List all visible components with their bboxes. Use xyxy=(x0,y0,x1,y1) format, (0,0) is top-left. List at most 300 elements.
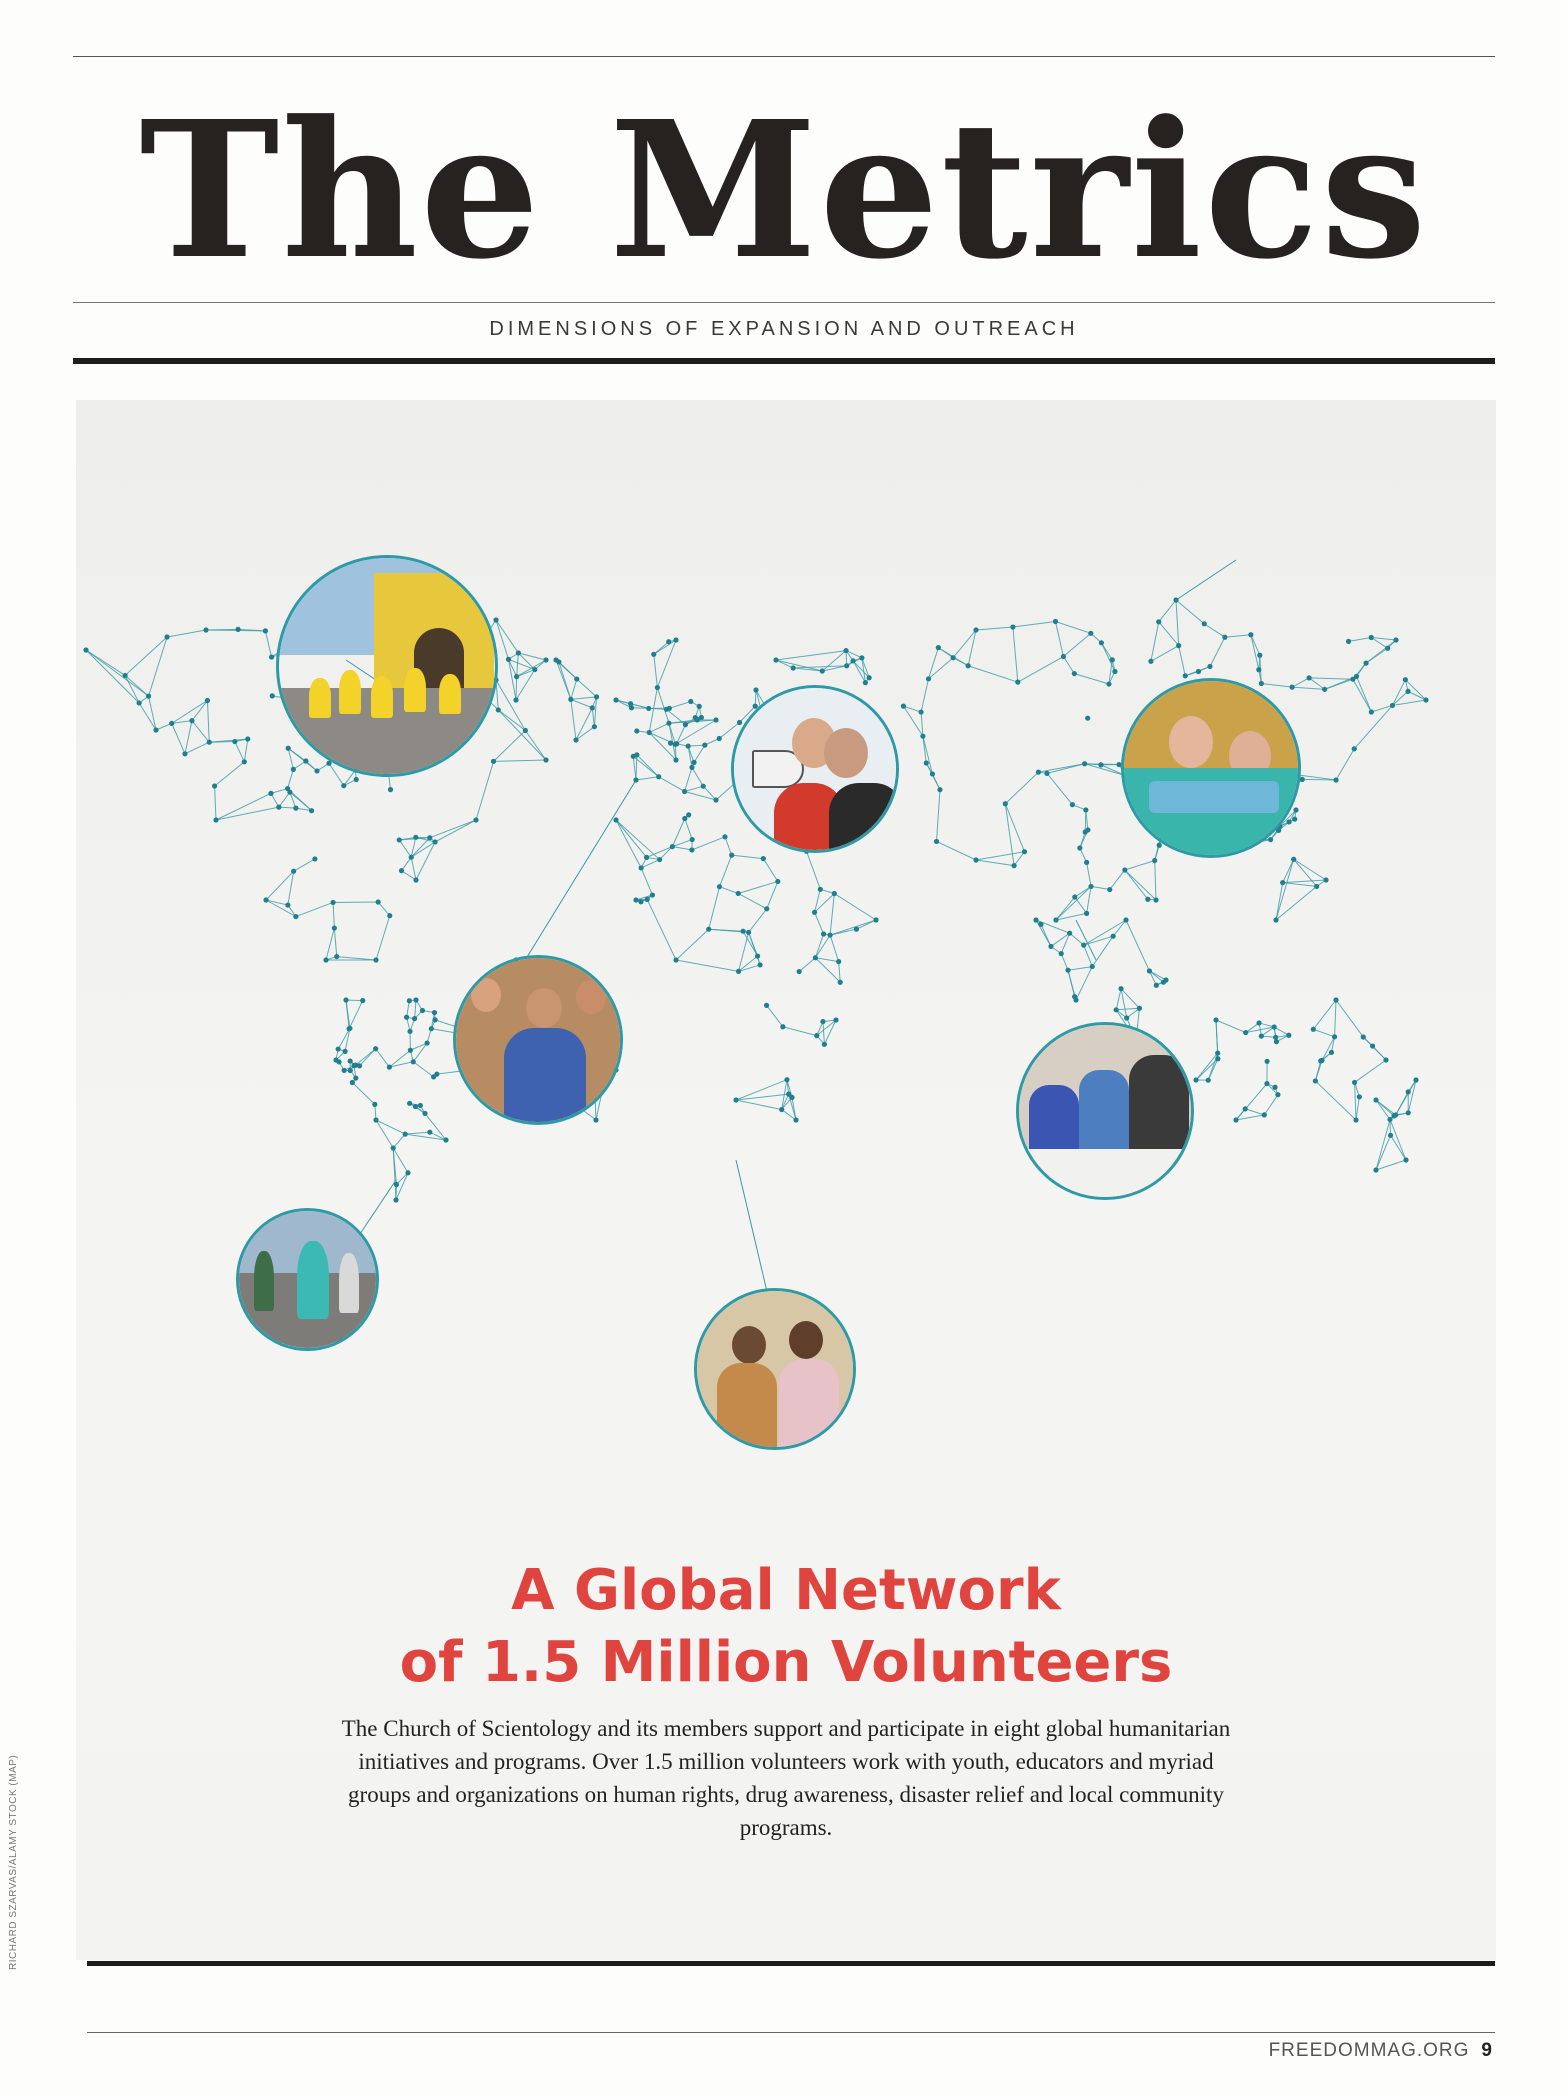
bottom-thick-rule xyxy=(87,1961,1495,1966)
network-link xyxy=(830,920,876,935)
network-node xyxy=(263,628,268,633)
network-link xyxy=(815,912,824,934)
network-node xyxy=(207,740,212,745)
network-node xyxy=(376,899,381,904)
network-link xyxy=(235,742,244,762)
network-link xyxy=(376,1049,390,1067)
network-link xyxy=(1325,679,1353,689)
network-node xyxy=(1118,986,1123,991)
network-link xyxy=(685,786,704,791)
network-link xyxy=(636,777,659,780)
network-link xyxy=(1005,772,1038,804)
network-node xyxy=(330,900,335,905)
network-node xyxy=(232,739,237,744)
network-link xyxy=(216,793,271,820)
network-node xyxy=(1107,887,1112,892)
page-number: 9 xyxy=(1481,2040,1493,2061)
network-link xyxy=(1075,897,1087,913)
network-node xyxy=(1259,1033,1264,1038)
network-node xyxy=(673,757,678,762)
network-link xyxy=(616,820,641,868)
network-node xyxy=(1273,1035,1278,1040)
network-node xyxy=(1215,1050,1220,1055)
network-node xyxy=(1322,687,1327,692)
network-node xyxy=(1286,1033,1291,1038)
network-link xyxy=(654,654,658,687)
network-link xyxy=(265,631,271,657)
network-node xyxy=(397,837,402,842)
network-node xyxy=(973,857,978,862)
network-node xyxy=(736,891,741,896)
network-node xyxy=(1084,911,1089,916)
network-node xyxy=(1264,1059,1269,1064)
network-link xyxy=(125,675,139,702)
network-link xyxy=(399,840,411,857)
network-link xyxy=(1336,749,1354,780)
network-link xyxy=(968,666,1018,682)
network-link xyxy=(266,900,296,917)
network-node xyxy=(350,1080,355,1085)
network-link xyxy=(1055,621,1090,633)
network-node xyxy=(574,676,579,681)
network-node xyxy=(427,1130,432,1135)
network-node xyxy=(422,1111,427,1116)
network-link xyxy=(576,727,594,740)
network-link xyxy=(976,860,1014,866)
network-link xyxy=(763,859,778,882)
network-link xyxy=(1116,989,1121,1010)
network-link xyxy=(1251,635,1259,670)
network-node xyxy=(1153,897,1158,902)
network-node xyxy=(784,1077,789,1082)
network-link xyxy=(839,962,841,983)
network-link xyxy=(571,699,592,707)
network-link xyxy=(830,929,856,935)
title-underline xyxy=(73,302,1495,303)
network-node xyxy=(412,1016,417,1021)
network-node xyxy=(689,847,694,852)
network-node xyxy=(740,929,745,934)
network-link xyxy=(1225,635,1251,638)
network-node xyxy=(702,743,707,748)
network-node xyxy=(1147,968,1152,973)
network-node xyxy=(733,1097,738,1102)
network-node xyxy=(543,757,548,762)
network-node xyxy=(405,1170,410,1175)
network-node xyxy=(336,1059,341,1064)
feature-headline xyxy=(76,1555,1496,1699)
network-link xyxy=(776,660,793,668)
network-link xyxy=(279,792,290,807)
network-node xyxy=(937,787,942,792)
network-node xyxy=(432,1010,437,1015)
footer-rule xyxy=(87,2032,1495,2033)
network-node xyxy=(1152,858,1157,863)
network-node xyxy=(334,954,339,959)
network-node xyxy=(434,1072,439,1077)
network-node xyxy=(666,639,671,644)
network-node xyxy=(83,647,88,652)
network-node xyxy=(346,1026,351,1031)
network-node xyxy=(1373,1167,1378,1172)
network-node xyxy=(1010,624,1015,629)
network-link xyxy=(936,841,976,860)
network-node xyxy=(729,853,734,858)
network-link xyxy=(738,881,778,893)
network-node xyxy=(1332,1034,1337,1039)
network-link xyxy=(616,820,660,860)
network-link xyxy=(494,730,526,761)
photo-circle-megaphone-activists xyxy=(731,685,899,853)
network-link xyxy=(1125,870,1156,900)
network-node xyxy=(146,694,151,699)
network-link xyxy=(1076,967,1092,1000)
network-node xyxy=(1353,1117,1358,1122)
network-node xyxy=(387,1065,392,1070)
network-link xyxy=(571,697,597,699)
network-node xyxy=(850,658,855,663)
network-node xyxy=(634,728,639,733)
network-node xyxy=(1257,653,1262,658)
network-node xyxy=(443,1137,448,1142)
network-node xyxy=(645,897,650,902)
network-node xyxy=(433,1017,438,1022)
network-node xyxy=(429,1026,434,1031)
page-footer xyxy=(1269,2040,1493,2062)
network-node xyxy=(523,728,528,733)
network-node xyxy=(1123,917,1128,922)
network-link xyxy=(1357,676,1372,712)
network-link xyxy=(799,958,815,972)
network-node xyxy=(1346,639,1351,644)
network-node xyxy=(1206,1078,1211,1083)
network-node xyxy=(689,765,694,770)
network-node xyxy=(722,834,727,839)
network-node xyxy=(1085,716,1090,721)
network-link xyxy=(576,708,592,740)
network-link xyxy=(815,935,830,958)
network-link xyxy=(430,820,476,838)
network-link xyxy=(415,1000,416,1019)
network-link xyxy=(976,852,1024,860)
photo-circle-women-with-signs xyxy=(1121,678,1301,858)
network-link xyxy=(498,710,525,731)
photo-circle-youth-signing-banner xyxy=(1016,1022,1194,1200)
network-link xyxy=(738,893,767,908)
network-link xyxy=(725,837,732,855)
network-node xyxy=(818,887,823,892)
network-node xyxy=(773,657,778,662)
network-node xyxy=(137,700,142,705)
network-node xyxy=(413,1104,418,1109)
network-node xyxy=(699,715,704,720)
footer-site-link[interactable]: FREEDOMMAG.ORG xyxy=(1268,2040,1470,2061)
network-node xyxy=(764,1003,769,1008)
network-node xyxy=(189,718,194,723)
network-node xyxy=(391,1145,396,1150)
network-node xyxy=(343,997,348,1002)
network-node xyxy=(670,844,675,849)
network-node xyxy=(832,891,837,896)
network-node xyxy=(822,1042,827,1047)
network-node xyxy=(1403,1157,1408,1162)
network-link xyxy=(637,755,659,777)
network-node xyxy=(543,657,548,662)
network-link xyxy=(817,1020,836,1036)
network-node xyxy=(973,627,978,632)
network-link xyxy=(647,847,673,858)
network-link xyxy=(1125,870,1148,899)
photo-circle-youth-gathering xyxy=(453,955,623,1125)
network-node xyxy=(1022,849,1027,854)
network-link xyxy=(767,1005,783,1026)
network-node xyxy=(686,812,691,817)
network-node xyxy=(373,957,378,962)
network-link xyxy=(1179,646,1186,676)
network-link xyxy=(641,868,652,895)
network-node xyxy=(594,694,599,699)
network-node xyxy=(1369,709,1374,714)
network-link xyxy=(672,847,692,850)
network-link xyxy=(1151,622,1159,661)
network-node xyxy=(789,1095,794,1100)
network-link xyxy=(1068,967,1092,971)
network-node xyxy=(1215,1056,1220,1061)
network-link xyxy=(215,786,216,820)
network-node xyxy=(693,715,698,720)
network-link xyxy=(435,820,476,842)
network-node xyxy=(926,676,931,681)
network-link xyxy=(517,653,519,677)
network-link xyxy=(1113,920,1126,936)
network-node xyxy=(1361,1034,1366,1039)
network-link xyxy=(685,818,692,839)
network-node xyxy=(323,957,328,962)
network-node xyxy=(413,997,418,1002)
network-node xyxy=(360,998,365,1003)
network-node xyxy=(1110,657,1115,662)
network-node xyxy=(1033,917,1038,922)
network-node xyxy=(1311,1027,1316,1032)
network-node xyxy=(1213,1017,1218,1022)
network-link xyxy=(266,900,288,905)
network-node xyxy=(1393,637,1398,642)
network-node xyxy=(1098,762,1103,767)
network-link xyxy=(86,650,149,696)
network-node xyxy=(573,737,578,742)
network-node xyxy=(628,701,633,706)
network-link xyxy=(1038,764,1084,772)
network-node xyxy=(1363,661,1368,666)
network-link xyxy=(923,736,926,763)
network-node xyxy=(270,693,275,698)
network-node xyxy=(779,1107,784,1112)
network-node xyxy=(293,914,298,919)
network-node xyxy=(276,805,281,810)
network-node xyxy=(1083,807,1088,812)
network-link xyxy=(1159,600,1176,622)
network-node xyxy=(746,930,751,935)
network-node xyxy=(613,817,618,822)
network-link xyxy=(921,712,923,736)
network-node xyxy=(1065,968,1070,973)
network-link xyxy=(1204,624,1225,637)
network-node xyxy=(516,650,521,655)
network-node xyxy=(407,1101,412,1106)
network-node xyxy=(1313,1078,1318,1083)
network-node xyxy=(291,869,296,874)
network-node xyxy=(153,727,158,732)
network-node xyxy=(775,879,780,884)
network-node xyxy=(1352,1080,1357,1085)
network-node xyxy=(1038,922,1043,927)
network-node xyxy=(1183,673,1188,678)
network-link xyxy=(1055,621,1063,656)
network-node xyxy=(123,673,128,678)
network-node xyxy=(673,637,678,642)
page-subtitle: DIMENSIONS OF EXPANSION AND OUTREACH xyxy=(489,318,1079,340)
network-link xyxy=(1013,621,1056,627)
network-link xyxy=(685,767,692,791)
network-node xyxy=(717,736,722,741)
header-thick-rule xyxy=(73,358,1495,364)
network-node xyxy=(394,1182,399,1187)
network-node xyxy=(755,953,760,958)
network-node xyxy=(1088,631,1093,636)
network-node xyxy=(844,663,849,668)
network-link xyxy=(1276,859,1294,920)
network-link xyxy=(1276,886,1317,920)
network-link xyxy=(244,739,247,762)
network-link xyxy=(669,702,690,709)
network-node xyxy=(336,1046,341,1051)
network-link xyxy=(649,723,669,732)
network-node xyxy=(1202,621,1207,626)
network-link xyxy=(830,935,839,962)
network-node xyxy=(568,697,573,702)
network-node xyxy=(930,771,935,776)
network-node xyxy=(1137,1006,1142,1011)
network-link xyxy=(271,789,288,794)
network-link xyxy=(296,902,333,916)
network-node xyxy=(833,1017,838,1022)
network-node xyxy=(1369,635,1374,640)
network-link xyxy=(376,916,390,960)
network-link xyxy=(1091,886,1110,889)
network-node xyxy=(506,657,511,662)
network-node xyxy=(348,1068,353,1073)
network-node xyxy=(1048,944,1053,949)
network-link xyxy=(1216,1020,1246,1033)
network-node xyxy=(532,667,537,672)
network-link xyxy=(654,642,669,655)
network-link xyxy=(333,902,334,928)
network-link xyxy=(709,887,720,930)
network-node xyxy=(1413,1077,1418,1082)
network-node xyxy=(650,892,655,897)
network-node xyxy=(820,1019,825,1024)
network-link xyxy=(1353,679,1371,712)
network-node xyxy=(644,855,649,860)
network-node xyxy=(1314,884,1319,889)
network-link xyxy=(936,790,939,842)
network-node xyxy=(263,897,268,902)
network-node xyxy=(966,663,971,668)
network-node xyxy=(427,835,432,840)
network-link xyxy=(209,742,235,743)
network-node xyxy=(706,927,711,932)
network-link xyxy=(1390,1119,1406,1160)
network-link xyxy=(349,1001,363,1029)
network-link xyxy=(1125,861,1155,870)
network-link xyxy=(1408,691,1426,700)
network-link xyxy=(647,899,676,960)
network-link xyxy=(1084,920,1126,945)
network-link xyxy=(633,756,636,780)
network-link xyxy=(676,960,739,971)
network-node xyxy=(697,704,702,709)
network-node xyxy=(820,668,825,673)
network-link xyxy=(1176,560,1236,600)
network-node xyxy=(1077,845,1082,850)
network-link xyxy=(767,881,778,908)
network-link xyxy=(1018,657,1064,683)
network-node xyxy=(793,1117,798,1122)
network-node xyxy=(1406,1110,1411,1115)
network-node xyxy=(918,709,923,714)
network-node xyxy=(213,817,218,822)
network-link xyxy=(1392,680,1405,706)
network-link xyxy=(207,700,209,742)
network-link xyxy=(903,706,921,712)
network-link xyxy=(352,1083,375,1105)
network-link xyxy=(1376,1160,1406,1170)
network-link xyxy=(1061,954,1068,971)
network-node xyxy=(873,917,878,922)
network-node xyxy=(388,787,393,792)
network-node xyxy=(814,1033,819,1038)
network-link xyxy=(496,620,518,653)
network-link xyxy=(326,928,334,960)
network-link xyxy=(1087,862,1091,886)
network-node xyxy=(293,806,298,811)
network-node xyxy=(1145,897,1150,902)
network-node xyxy=(342,1049,347,1054)
network-node xyxy=(1273,917,1278,922)
network-node xyxy=(668,741,673,746)
network-node xyxy=(1403,677,1408,682)
network-node xyxy=(1256,667,1261,672)
network-link xyxy=(1116,1008,1139,1010)
network-node xyxy=(1072,894,1077,899)
network-node xyxy=(1053,917,1058,922)
network-link xyxy=(923,736,933,774)
network-node xyxy=(1088,884,1093,889)
network-link xyxy=(1084,945,1093,966)
network-link xyxy=(496,620,509,659)
network-link xyxy=(692,837,725,850)
network-node xyxy=(1319,1058,1324,1063)
network-link xyxy=(1309,678,1353,679)
network-node xyxy=(556,659,561,664)
network-node xyxy=(859,655,864,660)
network-link xyxy=(657,640,676,688)
network-node xyxy=(1059,951,1064,956)
network-node xyxy=(1044,771,1049,776)
network-node xyxy=(341,783,346,788)
network-node xyxy=(1053,619,1058,624)
network-node xyxy=(1291,857,1296,862)
